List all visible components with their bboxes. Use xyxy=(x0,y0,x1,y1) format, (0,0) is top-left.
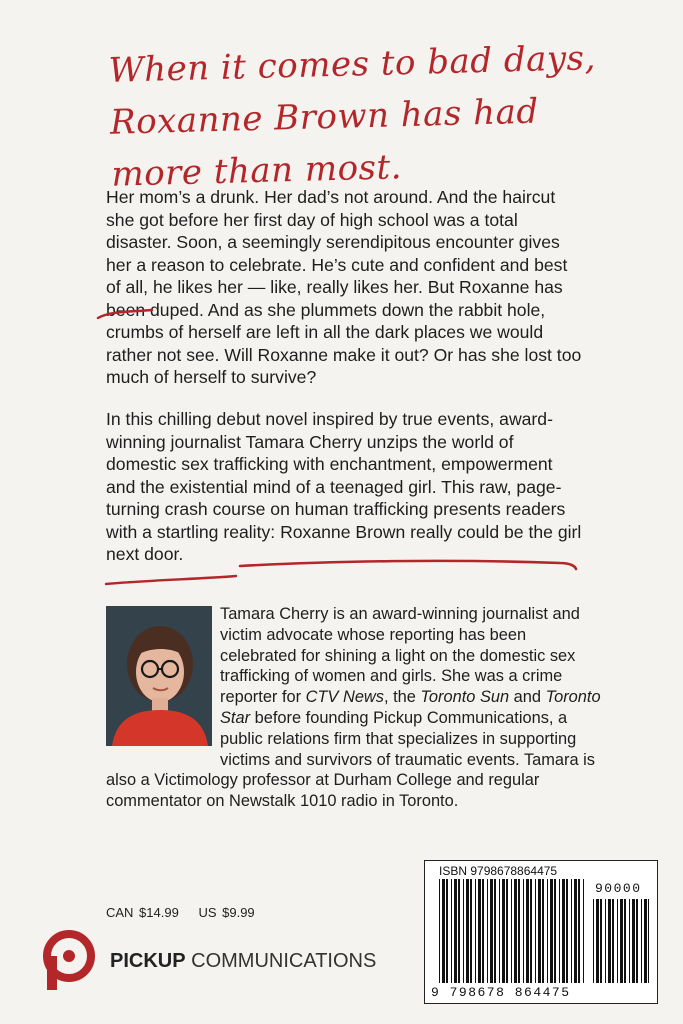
barcode-bar xyxy=(523,879,524,983)
barcode-bar xyxy=(632,899,635,983)
barcode-bar xyxy=(514,879,517,983)
barcode-bar xyxy=(442,879,445,983)
barcode-bar xyxy=(475,879,476,983)
isbn-digits: 9 798678 864475 xyxy=(431,985,571,1000)
barcode-bar xyxy=(446,879,448,983)
bio-text-2: , the xyxy=(383,688,421,707)
blurb-p2-text-b: Roxanne Brown really could be the girl next door. xyxy=(106,521,582,564)
barcode-bar xyxy=(574,879,577,983)
barcode-bar xyxy=(608,899,611,983)
blurb-p1-text-a: Her mom’s a drunk. Her dad’s not around. And the haircut she got before her first day of high school was a total disaster. Soon, a seemingly serendipitous encounter gives her a reason to celebrate. He’s cute and confident and best of all, he likes her — like, xyxy=(106,187,568,297)
blurb-paragraph-2 xyxy=(106,408,586,566)
publisher-logo xyxy=(36,930,376,992)
price-line xyxy=(106,905,269,920)
barcode-bar xyxy=(583,879,584,983)
barcode-bar xyxy=(542,879,544,983)
barcode-bar xyxy=(470,879,472,983)
barcode-bar xyxy=(466,879,469,983)
barcode-bar xyxy=(605,899,606,983)
barcode-bar xyxy=(554,879,556,983)
price-code: 90000 xyxy=(595,881,642,896)
headline-line-2: Roxanne Brown has had xyxy=(109,91,540,143)
barcode-bar xyxy=(482,879,484,983)
barcode-bar xyxy=(499,879,500,983)
barcode-bar xyxy=(600,899,602,983)
barcode-bar xyxy=(451,879,452,983)
publisher-name xyxy=(110,950,376,973)
bio-text-4: before founding Pickup Communications, a public relations firm that specializes in supporting victims and survivors of traumatic events. Tamara is also a Victimology professor at Durham College and regular commentator on Newstalk 1010 radio in Toronto. xyxy=(106,708,595,811)
bio-italic-star: Toronto Star xyxy=(220,688,601,727)
barcode-bar xyxy=(518,879,520,983)
isbn-label: ISBN 9798678864475 xyxy=(439,864,558,878)
barcode-bar xyxy=(571,879,572,983)
barcode-bar xyxy=(530,879,532,983)
barcode-bar xyxy=(617,899,618,983)
barcode-bar xyxy=(593,899,594,983)
barcode-bar xyxy=(559,879,560,983)
barcode-bar xyxy=(641,899,642,983)
bio-italic-ctv: CTV News xyxy=(305,688,384,707)
blurb-p2-text-a: In this chilling debut novel inspired by true events, award-winning journalist Tamara Cherry unzips the world of domestic sex trafficking with enchantment, empowerment and the existential mind of a teenaged girl. This raw, page-turning crash course on human trafficking presents readers with a startling reality: xyxy=(106,409,566,542)
blurb-paragraph-1 xyxy=(106,186,586,389)
barcode-bar xyxy=(547,879,548,983)
barcode-bar xyxy=(596,899,599,983)
headline-line-3: more than most. xyxy=(110,147,403,195)
barcode-bar xyxy=(562,879,565,983)
barcode-bar xyxy=(506,879,508,983)
barcode-bar xyxy=(578,879,580,983)
barcode-bar xyxy=(454,879,457,983)
barcode-bar xyxy=(487,879,488,983)
pickup-p-logo-icon xyxy=(36,930,102,992)
price-us: US $9.99 xyxy=(198,905,255,920)
barcode-bar xyxy=(624,899,626,983)
barcode-bar xyxy=(458,879,460,983)
bio-text-1: Tamara Cherry is an award-winning journalist and victim advocate whose reporting has been celebrated for shining a light on the domestic sex trafficking of women and girls. She was a crime reporter for xyxy=(220,605,580,707)
blurb-p1-text-b: really likes her. But Roxanne has been duped. And as she plummets down the rabbit hole, crumbs of herself are left in all the dark places we would rather not see. Will Roxanne make it out? Or has she lost too much of herself to survive? xyxy=(106,277,582,387)
barcode-bar xyxy=(535,879,536,983)
bio-italic-sun: Toronto Sun xyxy=(420,688,510,707)
barcode-bar xyxy=(494,879,496,983)
barcode-bar xyxy=(644,899,647,983)
barcode-bar xyxy=(629,899,630,983)
barcode-bar xyxy=(538,879,541,983)
bio-text-3: and xyxy=(509,688,546,707)
headline-line-1: When it comes to bad days, xyxy=(108,38,597,91)
barcode-bar xyxy=(502,879,505,983)
barcode-bar xyxy=(478,879,481,983)
barcode-bar xyxy=(648,899,649,983)
barcode-bar xyxy=(490,879,493,983)
barcode-bar xyxy=(439,879,440,983)
barcode-bar xyxy=(463,879,464,983)
price-can: CAN $14.99 xyxy=(106,905,179,920)
barcode-bar xyxy=(566,879,568,983)
barcode-bars xyxy=(425,861,657,1003)
author-bio xyxy=(106,604,606,812)
handwritten-headline xyxy=(108,31,632,201)
publisher-name-bold: PICKUP xyxy=(110,950,186,972)
barcode-bar xyxy=(620,899,623,983)
barcode-bar xyxy=(612,899,614,983)
barcode-bar xyxy=(550,879,553,983)
barcode-bar xyxy=(526,879,529,983)
publisher-name-rest: COMMUNICATIONS xyxy=(185,950,377,972)
barcode-bar xyxy=(636,899,638,983)
barcode-bar xyxy=(511,879,512,983)
isbn-barcode xyxy=(424,860,658,1004)
